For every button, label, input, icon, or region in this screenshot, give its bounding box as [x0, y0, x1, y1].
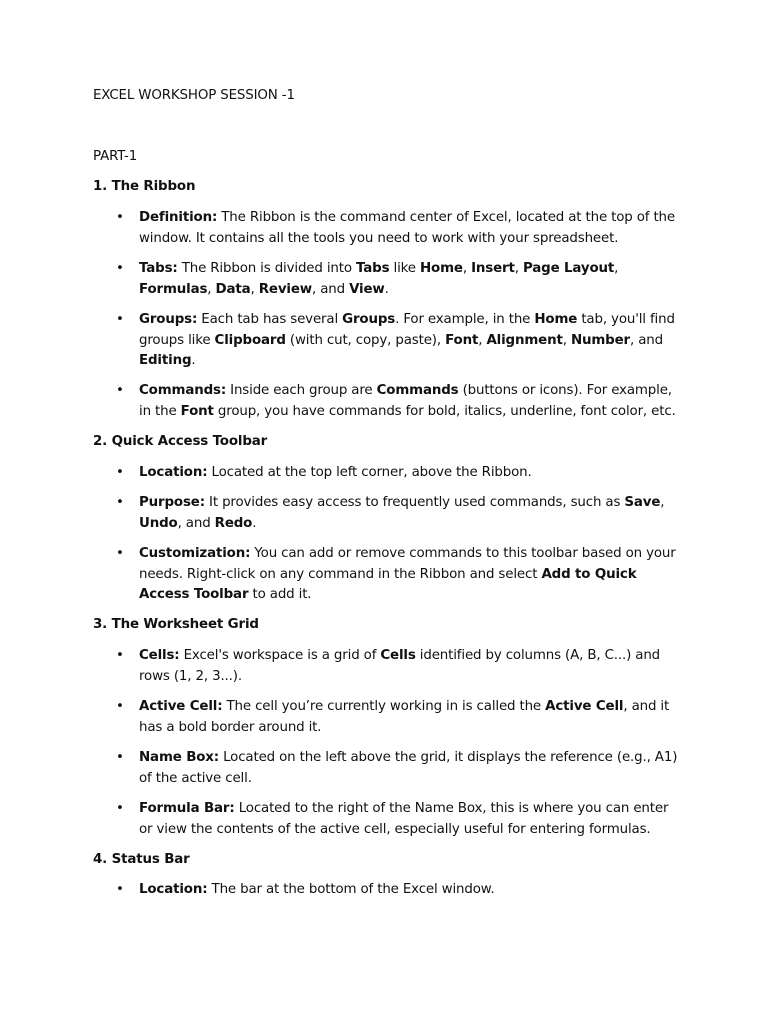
- bullet-marker: •: [116, 882, 124, 897]
- text-run: ,: [562, 332, 571, 348]
- list-item: [139, 493, 684, 534]
- bullet-marker: •: [116, 261, 124, 276]
- section-heading-quick-access-toolbar: 2. Quick Access Toolbar: [93, 434, 268, 449]
- bold-text: Insert: [471, 261, 515, 276]
- bold-text: Tabs: [356, 261, 390, 276]
- bold-text: Save: [624, 495, 661, 510]
- bullet-marker: •: [116, 546, 124, 561]
- bullet-marker: •: [116, 383, 124, 398]
- bold-text: Active Cell: [545, 699, 624, 714]
- text-run: . For example, in the: [395, 312, 535, 327]
- bold-text: Name Box:: [139, 750, 219, 765]
- bold-text: Formulas: [139, 281, 208, 297]
- text-run: , and: [630, 332, 663, 348]
- text-run: like: [389, 261, 420, 276]
- bold-text: Location:: [139, 882, 208, 897]
- bold-text: Definition:: [139, 210, 218, 225]
- bullet-marker: •: [116, 210, 124, 225]
- list-item: [139, 381, 684, 422]
- bold-text: Editing: [139, 353, 192, 368]
- text-run: ,: [514, 261, 523, 276]
- list-item: [139, 463, 684, 484]
- text-run: ,: [478, 332, 487, 348]
- bold-text: Commands:: [139, 383, 227, 398]
- text-run: (with cut, copy, paste),: [285, 332, 446, 348]
- bold-text: Page Layout: [522, 261, 615, 276]
- text-run: (buttons or icons). For example, in the: [139, 383, 672, 419]
- text-run: ,: [207, 281, 216, 297]
- bold-text: Clipboard: [214, 332, 286, 348]
- bold-text: Review: [258, 281, 312, 297]
- text-run: , and: [312, 281, 350, 297]
- text-run: , and it has a bold border around it.: [139, 699, 670, 735]
- text-run: ,: [250, 281, 259, 297]
- text-run: The cell you’re currently working in is called the: [222, 699, 546, 714]
- bullet-marker: •: [116, 750, 124, 765]
- bold-text: Active Cell:: [139, 699, 223, 714]
- text-run: Inside each group are: [226, 383, 377, 398]
- text-run: The bar at the bottom of the Excel window.: [207, 882, 495, 897]
- bold-text: Groups:: [139, 312, 198, 327]
- text-run: group, you have commands for bold, italics, underline, font color, etc.: [213, 403, 676, 419]
- text-run: .: [191, 353, 196, 368]
- bold-text: Undo: [139, 515, 178, 531]
- text-run: ,: [614, 261, 619, 276]
- text-run: , and: [177, 515, 215, 531]
- bold-text: Formula Bar:: [139, 801, 235, 816]
- list-item: [139, 544, 684, 606]
- text-run: .: [252, 515, 257, 531]
- bold-text: Alignment: [486, 332, 563, 348]
- list-item: [139, 259, 684, 300]
- part-label: PART-1: [93, 149, 138, 164]
- bold-text: Font: [180, 403, 214, 419]
- bullet-marker: •: [116, 465, 124, 480]
- list-item: [139, 646, 684, 687]
- section-heading-status-bar: 4. Status Bar: [93, 852, 190, 867]
- bold-text: Data: [215, 281, 251, 297]
- list-item: [139, 799, 684, 840]
- bold-text: Redo: [214, 515, 253, 531]
- list-item: [139, 697, 684, 738]
- bold-text: View: [349, 281, 385, 297]
- text-run: Located to the right of the Name Box, this is where you can enter or view the contents of the active cell, especially useful for entering formulas.: [139, 801, 669, 837]
- text-run: tab, you'll find groups like: [139, 312, 675, 348]
- bold-text: Number: [570, 332, 631, 348]
- list-item: [139, 880, 684, 901]
- text-run: Each tab has several: [197, 312, 343, 327]
- text-run: It provides easy access to frequently used commands, such as: [204, 495, 625, 510]
- bullet-marker: •: [116, 648, 124, 663]
- text-run: ,: [462, 261, 472, 276]
- document-title: EXCEL WORKSHOP SESSION -1: [93, 88, 295, 103]
- text-run: Excel's workspace is a grid of: [179, 648, 381, 663]
- text-run: ,: [660, 495, 665, 510]
- bold-text: Groups: [342, 312, 396, 327]
- bold-text: Customization:: [139, 546, 251, 561]
- text-run: identified by columns (A, B, C...) and rows (1, 2, 3...).: [139, 648, 661, 684]
- bold-text: Tabs:: [139, 261, 178, 276]
- bold-text: Cells: [380, 648, 416, 663]
- bold-text: Home: [420, 261, 463, 276]
- section-heading-ribbon: 1. The Ribbon: [93, 179, 196, 194]
- bold-text: Font: [445, 332, 479, 348]
- list-item: [139, 208, 684, 249]
- bold-text: Commands: [376, 383, 459, 398]
- bold-text: Cells:: [139, 648, 180, 663]
- text-run: The Ribbon is divided into: [177, 261, 357, 276]
- text-run: to add it.: [248, 587, 312, 602]
- list-item: [139, 748, 684, 789]
- text-run: The Ribbon is the command center of Excel, located at the top of the window. It contains all the tools you need to work with your spreadsheet.: [139, 210, 675, 246]
- bullet-marker: •: [116, 312, 124, 327]
- bold-text: Home: [534, 312, 578, 327]
- bold-text: Add to Quick Access Toolbar: [139, 566, 637, 602]
- bullet-marker: •: [116, 495, 124, 510]
- section-heading-worksheet-grid: 3. The Worksheet Grid: [93, 617, 259, 632]
- bullet-marker: •: [116, 801, 124, 816]
- list-item: [139, 310, 684, 372]
- bold-text: Purpose:: [139, 495, 205, 510]
- text-run: Located on the left above the grid, it displays the reference (e.g., A1) of the active cell.: [139, 750, 678, 786]
- bold-text: Location:: [139, 465, 208, 480]
- text-run: .: [384, 281, 389, 297]
- text-run: Located at the top left corner, above the Ribbon.: [207, 465, 532, 480]
- bullet-marker: •: [116, 699, 124, 714]
- text-run: You can add or remove commands to this toolbar based on your needs. Right-click on any command in the Ribbon and select: [139, 546, 676, 582]
